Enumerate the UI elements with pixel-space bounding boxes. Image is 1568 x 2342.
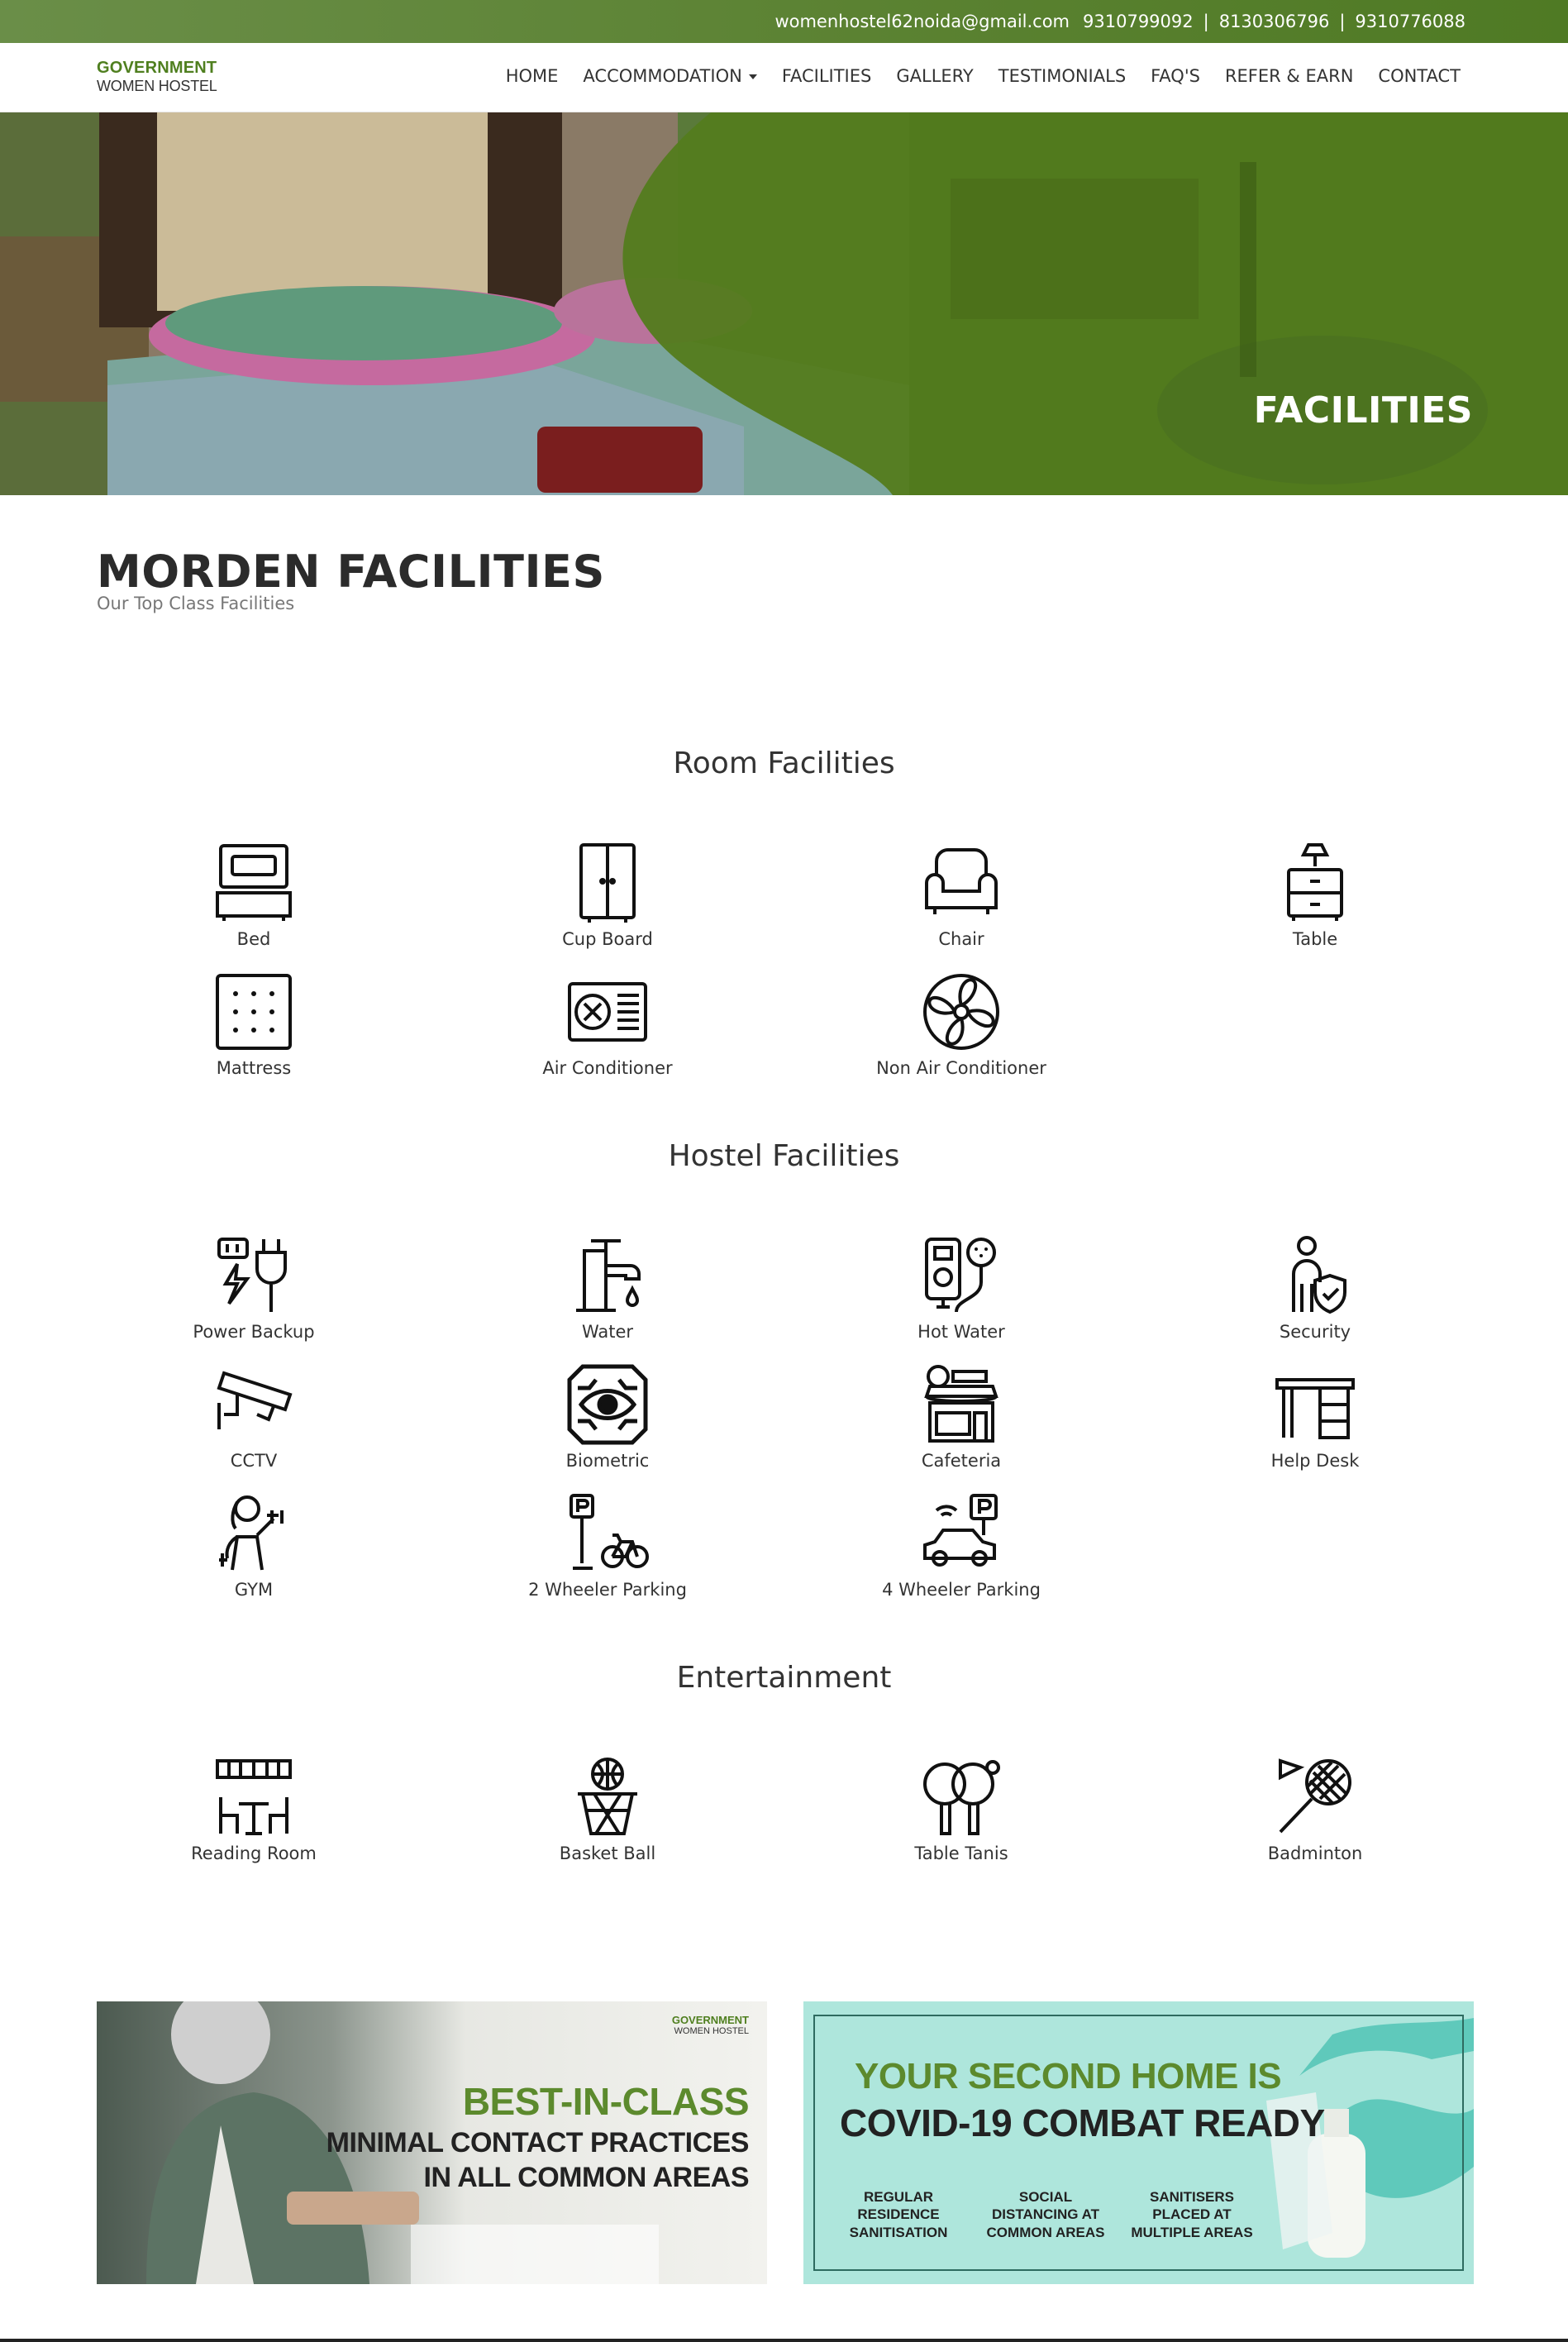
armchair-icon [920,842,1003,924]
security-guard-icon [1274,1234,1356,1317]
banner-logo [672,2015,749,2036]
desk-icon [1274,1363,1356,1446]
contact-phone-2[interactable]: 8130306796 [1218,12,1330,31]
hero-banner [0,112,1568,495]
table-tennis-icon [920,1756,1003,1839]
facility-label: 4 Wheeler Parking [882,1580,1041,1600]
top-contact-bar [0,0,1568,43]
facility-help-desk [1199,1363,1431,1471]
banner-logo-line-1: GOVERNMENT [671,2014,749,2026]
facility-2-wheeler-parking [492,1492,723,1600]
nav-gallery[interactable]: GALLERY [896,66,974,86]
facility-label: Air Conditioner [542,1058,673,1078]
bedside-table-icon [1274,842,1356,924]
facility-label: Bed [236,929,271,949]
cctv-camera-icon [212,1363,295,1446]
bicycle-parking-icon [566,1492,649,1575]
air-conditioner-icon [566,971,649,1053]
facility-label: Biometric [565,1451,650,1471]
cafe-table-icon [212,1756,295,1839]
banner-line-2: IN ALL COMMON AREAS [423,2162,749,2193]
car-parking-icon [920,1492,1003,1575]
facility-label: Security [1279,1322,1351,1342]
facility-mattress [138,971,369,1078]
banner-feature-1: REGULAR RESIDENCE SANITISATION [849,2189,948,2240]
facility-label: Basket Ball [559,1844,656,1863]
nav-faqs[interactable]: FAQ'S [1151,66,1200,86]
mattress-icon [212,971,295,1053]
facility-label: Power Backup [193,1322,315,1342]
water-tap-icon [566,1234,649,1317]
facility-badminton [1199,1756,1431,1863]
facility-water [492,1234,723,1342]
facility-gym [138,1492,369,1600]
logo-line-1: GOVERNMENT [97,59,217,77]
water-heater-icon [920,1234,1003,1317]
facility-hot-water [846,1234,1077,1342]
banner-headline: BEST-IN-CLASS [462,2080,749,2123]
section-title-hostel: Hostel Facilities [668,1139,900,1173]
facility-label: Non Air Conditioner [876,1058,1046,1078]
badminton-racket-icon [1274,1756,1356,1839]
page-subtitle: Our Top Class Facilities [97,594,295,613]
page-title: MORDEN FACILITIES [97,546,605,598]
section-title-room: Room Facilities [673,746,895,780]
nav-accommodation-label: ACCOMMODATION [583,66,742,86]
facility-label: Help Desk [1270,1451,1360,1471]
caret-down-icon [749,74,757,79]
facility-label: Chair [938,929,984,949]
facility-chair [846,842,1077,949]
basketball-hoop-icon [566,1756,649,1839]
biometric-eye-icon [566,1363,649,1446]
facility-label: Reading Room [191,1844,317,1863]
gym-woman-icon [212,1492,295,1575]
contact-phone-1[interactable]: 9310799092 [1083,12,1194,31]
facility-power-backup [138,1234,369,1342]
navbar [0,43,1568,112]
nav-accommodation[interactable] [583,66,756,86]
facility-biometric [492,1363,723,1471]
promo-banner-covid-ready [803,2001,1474,2284]
facility-table-tennis [846,1756,1077,1863]
nav-contact[interactable]: CONTACT [1378,66,1461,86]
facility-label: Water [581,1322,634,1342]
nav-facilities[interactable]: FACILITIES [781,66,872,86]
bed-icon [212,842,295,924]
nav-home[interactable]: HOME [505,66,559,86]
facility-table [1199,842,1431,949]
banner-feature-3: SANITISERS PLACED AT MULTIPLE AREAS [1131,2189,1253,2240]
main-nav [506,66,1461,86]
fan-icon [920,971,1003,1053]
facility-non-ac [846,971,1077,1078]
logo-line-2: WOMEN HOSTEL [97,78,217,94]
banner-feature-2: SOCIAL DISTANCING AT COMMON AREAS [986,2189,1105,2240]
facility-label: 2 Wheeler Parking [528,1580,687,1600]
contact-phone-3[interactable]: 9310776088 [1355,12,1466,31]
facility-bed [138,842,369,949]
footer-divider [0,2339,1568,2342]
nav-refer-earn[interactable]: REFER & EARN [1224,66,1354,86]
facility-cafeteria [846,1363,1077,1471]
facility-label: CCTV [230,1451,278,1471]
power-plug-icon [212,1234,295,1317]
facility-label: Mattress [216,1058,292,1078]
separator: | [1203,12,1209,31]
hero-bedroom-image [0,112,1568,495]
facility-label: Table Tanis [914,1844,1008,1863]
facility-cctv [138,1363,369,1471]
site-logo[interactable] [97,60,217,93]
separator: | [1339,12,1346,31]
facility-reading-room [138,1756,369,1863]
cupboard-icon [566,842,649,924]
facility-label: GYM [234,1580,274,1600]
facility-label: Table [1292,929,1338,949]
facility-label: Hot Water [917,1322,1005,1342]
banner-line-1: MINIMAL CONTACT PRACTICES [326,2127,749,2158]
banner-title-2: COVID-19 COMBAT READY [840,2101,1325,2144]
section-title-entertainment: Entertainment [676,1661,892,1695]
banner-logo-line-2: WOMEN HOSTEL [674,2026,749,2036]
facility-cup-board [492,842,723,949]
facility-basketball [492,1756,723,1863]
nav-testimonials[interactable]: TESTIMONIALS [998,66,1127,86]
facility-label: Cafeteria [921,1451,1002,1471]
facility-air-conditioner [492,971,723,1078]
facility-4-wheeler-parking [846,1492,1077,1600]
facility-label: Cup Board [562,929,653,949]
hero-title: FACILITIES [1253,389,1473,432]
facility-security [1199,1234,1431,1342]
contact-email[interactable]: womenhostel62noida@gmail.com [774,12,1070,31]
cafeteria-icon [920,1363,1003,1446]
banner-title-1: YOUR SECOND HOME IS [855,2056,1282,2096]
promo-banner-minimal-contact [97,2001,767,2284]
facility-label: Badminton [1267,1844,1363,1863]
